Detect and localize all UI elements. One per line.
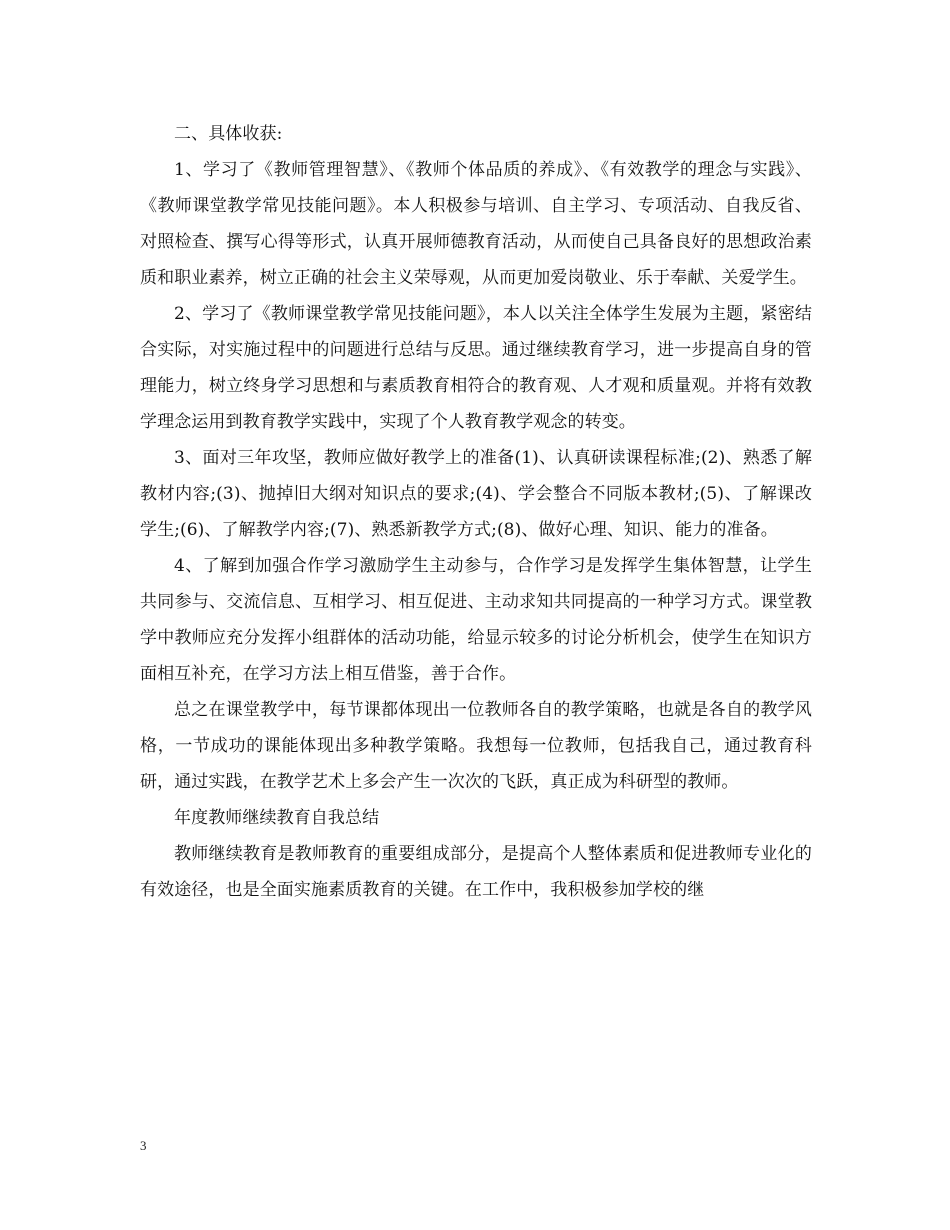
- paragraph-2: 2、学习了《教师课堂教学常见技能问题》，本人以关注全体学生发展为主题，紧密结合实际，对实施过程中的问题进行总结与反思。通过继续教育学习，进一步提高自身的管理能力，树立终身学习思想和与素质教育相符合的教育观、人才观和质量观。并将有效教学理念运用到教育教学实践中，实现了个人教育教学观念的转变。: [140, 304, 812, 432]
- document-body: [140, 116, 812, 908]
- page-number: 3: [140, 1138, 147, 1153]
- summary-paragraph: 总之在课堂教学中，每节课都体现出一位教师各自的教学策略，也就是各自的教学风格，一节成功的课能体现出多种教学策略。我想每一位教师，包括我自己，通过教育科研，通过实践，在教学艺术上多会产生一次次的飞跃，真正成为科研型的教师。: [140, 700, 812, 792]
- section-heading: 二、具体收获:: [174, 124, 283, 144]
- paragraph-3: 3、面对三年攻坚，教师应做好教学上的准备(1)、认真研读课程标准;(2)、熟悉了解教材内容;(3)、抛掉旧大纲对知识点的要求;(4)、学会整合不同版本教材;(5)、了解课改学生;(6)、了解教学内容;(7)、熟悉新教学方式;(8)、做好心理、知识、能力的准备。: [140, 448, 812, 540]
- intro-paragraph: 教师继续教育是教师教育的重要组成部分，是提高个人整体素质和促进教师专业化的有效途径，也是全面实施素质教育的关键。在工作中，我积极参加学校的继: [140, 844, 812, 900]
- paragraph-1: 1、学习了《教师管理智慧》、《教师个体品质的养成》、《有效教学的理念与实践》、《教师课堂教学常见技能问题》。本人积极参与培训、自主学习、专项活动、自我反省、对照检查、撰写心得等形式，认真开展师德教育活动，从而使自己具备良好的思想政治素质和职业素养，树立正确的社会主义荣辱观，从而更加爱岗敬业、乐于奉献、关爱学生。: [140, 160, 812, 288]
- subsection-title: 年度教师继续教育自我总结: [174, 808, 380, 828]
- paragraph-4: 4、了解到加强合作学习激励学生主动参与，合作学习是发挥学生集体智慧，让学生共同参与、交流信息、互相学习、相互促进、主动求知共同提高的一种学习方式。课堂教学中教师应充分发挥小组群体的活动功能，给显示较多的讨论分析机会，使学生在知识方面相互补充，在学习方法上相互借鉴，善于合作。: [140, 556, 812, 684]
